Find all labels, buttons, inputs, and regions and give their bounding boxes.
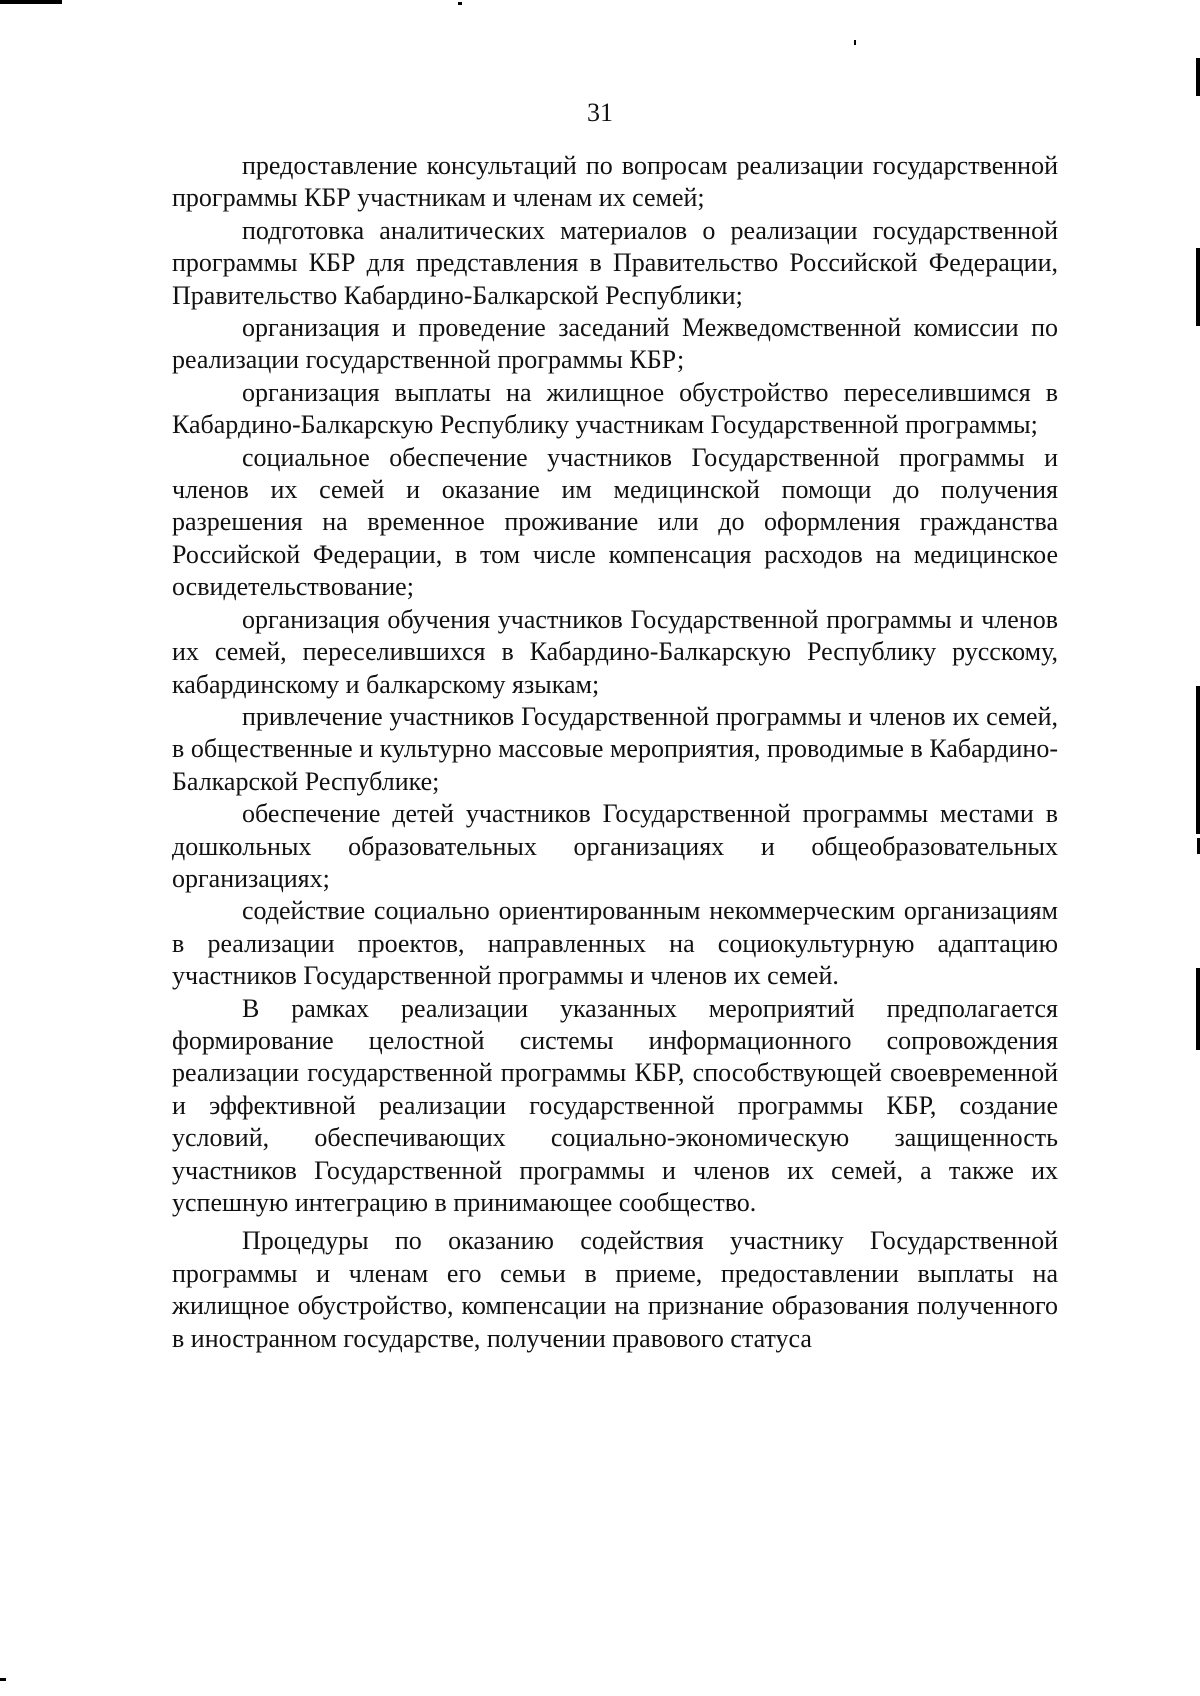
scan-edge-mark — [1196, 686, 1200, 834]
paragraph: привлечение участников Государственной программы и членов их семей, в общественные и культурно массовые мероприятия, проводимые в Кабардино-Балкарской Республике; — [172, 701, 1058, 796]
scan-edge-mark — [0, 0, 62, 4]
paragraph: подготовка аналитических материалов о реализации государственной программы КБР для представления в Правительство Российской Федерации, Правительство Кабардино-Балкарской Республики; — [172, 215, 1058, 310]
paragraph: организация выплаты на жилищное обустройство переселившимся в Кабардино-Балкарскую Республику участникам Государственной программы; — [172, 377, 1058, 440]
scan-speck — [458, 2, 462, 5]
page-number: 31 — [587, 98, 613, 127]
paragraph: организация обучения участников Государственной программы и членов их семей, переселившихся в Кабардино-Балкарскую Республику русскому, кабардинскому и балкарскому языкам; — [172, 604, 1058, 699]
document-body — [172, 150, 1058, 1355]
paragraph: предоставление консультаций по вопросам реализации государственной программы КБР участникам и членам их семей; — [172, 151, 1058, 213]
paragraph: В рамках реализации указанных мероприятий предполагается формирование целостной системы информационного сопровождения реализации государственной программы КБР, способствующей своевременной и эффективной реализации государственной программы КБР, создание условий, обеспечивающих социально-экономическую защищенность участников Государственной программы и членов их семей, а также их успешную интеграцию в принимающее сообщество. — [172, 993, 1058, 1217]
scan-edge-mark — [1196, 248, 1200, 326]
scan-edge-mark — [1196, 58, 1200, 96]
paragraph: обеспечение детей участников Государственной программы местами в дошкольных образовательных организациях и общеобразовательных организациях; — [172, 799, 1058, 893]
scan-edge-mark — [1196, 968, 1200, 1050]
paragraph: организация и проведение заседаний Межведомственной комиссии по реализации государственной программы КБР; — [172, 313, 1058, 375]
scan-speck — [854, 40, 856, 45]
paragraph: Процедуры по оказанию содействия участнику Государственной программы и членам его семьи в приеме, предоставлении выплаты на жилищное обустройство, компенсации на признание образования полученного в иностранном государстве, получении правового статуса — [172, 1226, 1058, 1353]
scan-edge-mark — [0, 1678, 6, 1681]
paragraph: социальное обеспечение участников Государственной программы и членов их семей и оказание им медицинской помощи до получения разрешения на временное проживание или до оформления гражданства Российской Федерации, в том числе компенсация расходов на медицинское освидетельствование; — [172, 442, 1058, 602]
paragraph: содействие социально ориентированным некоммерческим организациям в реализации проектов, направленных на социокультурную адаптацию участников Государственной программы и членов их семей. — [172, 896, 1058, 991]
